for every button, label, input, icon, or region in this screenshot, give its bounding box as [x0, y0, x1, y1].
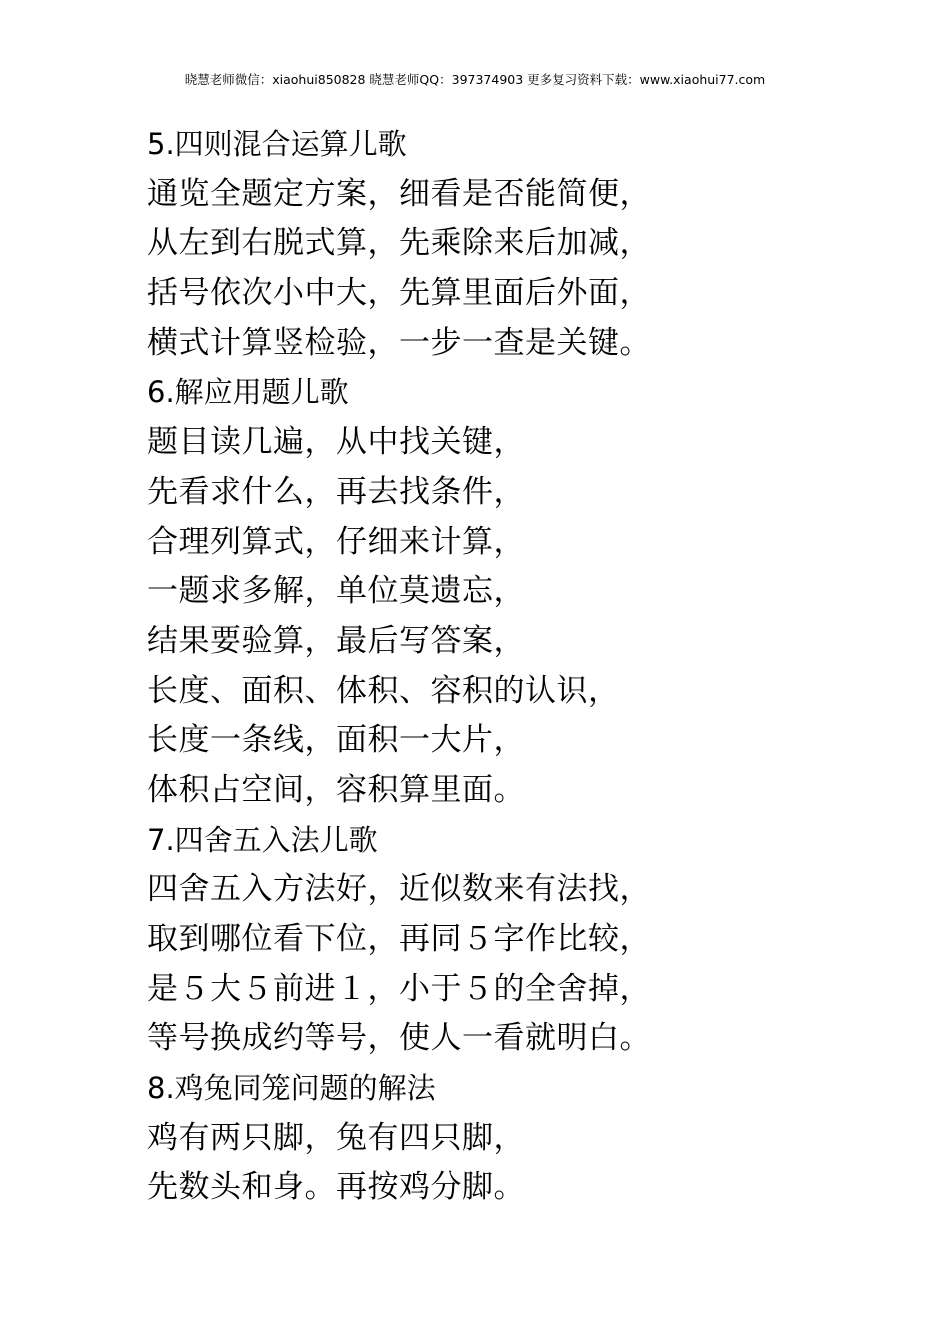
- section-chicken-rabbit: [147, 1064, 927, 1213]
- rhyme-line: 一题求多解，单位莫遗忘，: [147, 573, 525, 610]
- rhyme-line: 结果要验算，最后写答案，: [147, 622, 525, 659]
- rhyme-line: 长度一条线，面积一大片，: [147, 722, 525, 759]
- rhyme-line: 等号换成约等号，使人一看就明白。: [147, 1020, 651, 1057]
- section-title: 6.解应用题儿歌: [147, 375, 349, 410]
- rhyme-line: 先看求什么，再去找条件，: [147, 473, 525, 510]
- rhyme-line: 鸡有两只脚，兔有四只脚，: [147, 1119, 525, 1156]
- rhyme-line: 括号依次小中大，先算里面后外面，: [147, 275, 651, 312]
- document-body: [147, 120, 927, 1213]
- section-rounding-rhyme: [147, 816, 927, 1064]
- section-title: 8.鸡兔同笼问题的解法: [147, 1071, 436, 1106]
- rhyme-line: 横式计算竖检验，一步一查是关键。: [147, 324, 651, 361]
- rhyme-line: 从左到右脱式算，先乘除来后加减，: [147, 225, 651, 262]
- rhyme-line: 体积占空间，容积算里面。: [147, 771, 525, 808]
- rhyme-line: 题目读几遍，从中找关键，: [147, 424, 525, 461]
- page-header: 晓慧老师微信：xiaohui850828 晓慧老师QQ：397374903 更多复习资料下载：www.xiaohui77.com: [184, 72, 766, 87]
- rhyme-line: 先数头和身。再按鸡分脚。: [147, 1169, 525, 1206]
- rhyme-line: 是５大５前进１，小于５的全舍掉，: [147, 970, 651, 1007]
- rhyme-line: 四舍五入方法好，近似数来有法找，: [147, 871, 651, 908]
- section-title: 5.四则混合运算儿歌: [147, 127, 407, 161]
- rhyme-line: 取到哪位看下位，再同５字作比较，: [147, 921, 651, 957]
- rhyme-line: 通览全题定方案，细看是否能简便，: [147, 175, 651, 212]
- section-arithmetic-rhyme: [147, 120, 927, 368]
- rhyme-line: 合理列算式，仔细来计算，: [147, 523, 525, 560]
- rhyme-line: 长度、面积、体积、容积的认识，: [147, 672, 620, 709]
- section-word-problem-rhyme: [147, 368, 927, 815]
- section-title: 7.四舍五入法儿歌: [147, 822, 378, 857]
